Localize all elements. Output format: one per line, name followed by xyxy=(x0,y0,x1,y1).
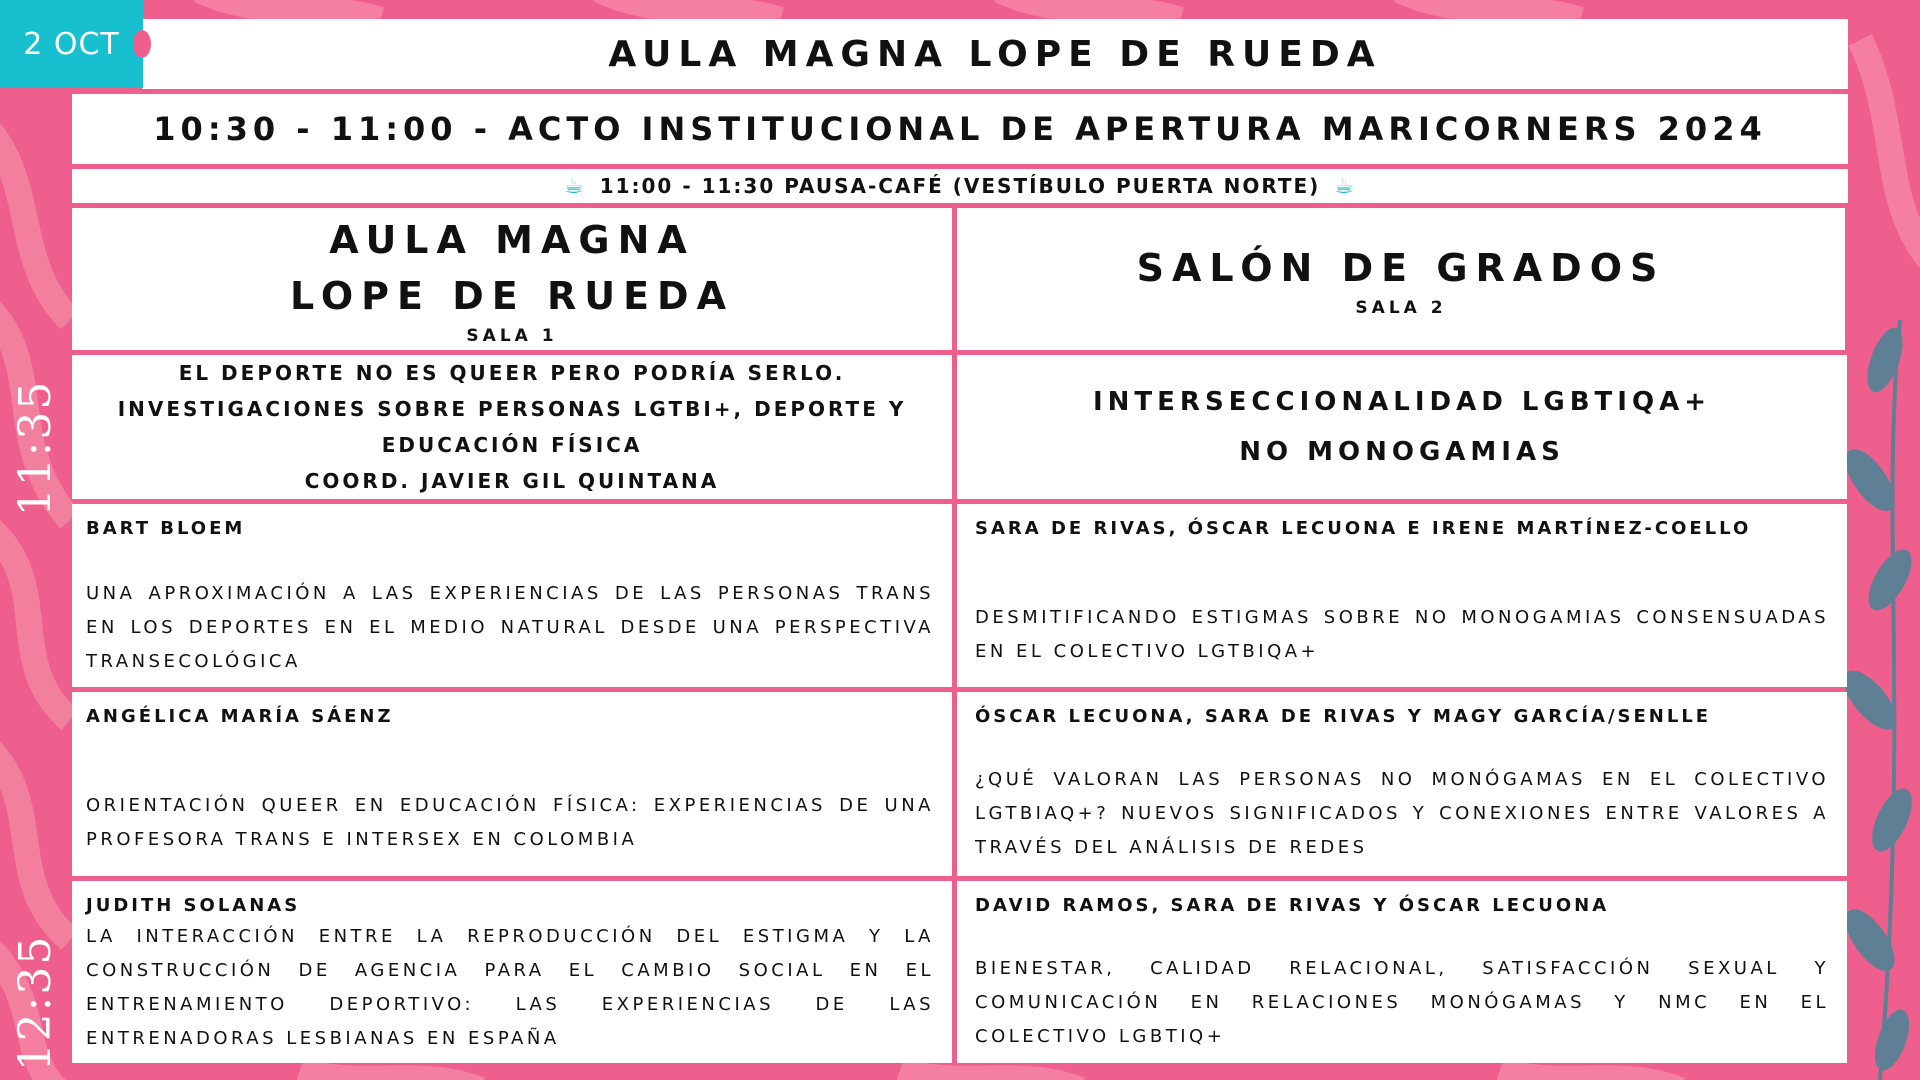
session-line: EL DEPORTE NO ES QUEER PERO PODRÍA SERLO. xyxy=(178,361,846,385)
talk-title: UNA APROXIMACIÓN A LAS EXPERIENCIAS DE LAS PERSONAS TRANS EN LOS DEPORTES EN EL MEDIO NATURAL DESDE UNA PERSPECTIVA TRANSECOLÓGICA xyxy=(86,583,934,672)
opening-act: 10:30 - 11:00 - ACTO INSTITUCIONAL DE APERTURA MARICORNERS 2024 xyxy=(72,94,1848,164)
session-line: INTERSECCIONALIDAD LGBTIQA+ xyxy=(1093,387,1711,417)
talk-author: BART BLOEM xyxy=(86,518,246,539)
ticket-notch xyxy=(133,30,151,58)
talk-author: DAVID RAMOS, SARA DE RIVAS Y ÓSCAR LECUONA xyxy=(975,895,1610,916)
talk-author: ÓSCAR LECUONA, SARA DE RIVAS Y MAGY GARCÍA/SENLLE xyxy=(975,706,1712,727)
room-name-line1: AULA MAGNA xyxy=(329,218,695,262)
time-start: 11:35 xyxy=(9,379,61,517)
room-header-2 xyxy=(957,208,1845,350)
talk-card xyxy=(957,504,1847,687)
talk-card xyxy=(72,881,952,1063)
talk-author: ANGÉLICA MARÍA SÁENZ xyxy=(86,706,394,727)
talk-title: DESMITIFICANDO ESTIGMAS SOBRE NO MONOGAMIAS CONSENSUADAS EN EL COLECTIVO LGTBIQA+ xyxy=(975,607,1829,662)
coffee-cup-icon: ☕ xyxy=(1334,173,1357,199)
room-sub: SALA 2 xyxy=(1355,298,1447,318)
coffee-cup-icon: ☕ xyxy=(563,173,586,199)
talk-title: ¿QUÉ VALORAN LAS PERSONAS NO MONÓGAMAS EN EL COLECTIVO LGTBIAQ+? NUEVOS SIGNIFICADOS Y CONEXIONES ENTRE VALORES A TRAVÉS DEL ANÁLISIS DE REDES xyxy=(975,769,1829,858)
talk-title: LA INTERACCIÓN ENTRE LA REPRODUCCIÓN DEL ESTIGMA Y LA CONSTRUCCIÓN DE AGENCIA PARA EL CAMBIO SOCIAL EN EL ENTRENAMIENTO DEPORTIVO: LAS EXPERIENCIAS DE LAS ENTRENADORAS LESBIANAS EN ESPAÑA xyxy=(86,926,934,1049)
talk-author: SARA DE RIVAS, ÓSCAR LECUONA E IRENE MARTÍNEZ-COELLO xyxy=(975,518,1752,539)
time-end: 12:35 xyxy=(9,934,61,1072)
room-sub: SALA 1 xyxy=(466,326,558,346)
room-header-1 xyxy=(72,208,952,350)
date-label: 2 OCT xyxy=(23,26,120,62)
session-line: INVESTIGACIONES SOBRE PERSONAS LGTBI+, DEPORTE Y xyxy=(117,397,907,421)
coffee-break xyxy=(72,169,1848,203)
date-tag xyxy=(0,0,143,88)
session-title-1 xyxy=(72,355,952,499)
coffee-break-text: 11:00 - 11:30 PAUSA-CAFÉ (VESTÍBULO PUERTA NORTE) xyxy=(599,174,1321,198)
page-title: AULA MAGNA LOPE DE RUEDA xyxy=(142,19,1848,89)
talk-card xyxy=(957,881,1847,1063)
session-title-2 xyxy=(957,355,1847,499)
session-line: EDUCACIÓN FÍSICA xyxy=(381,433,643,457)
talk-title: ORIENTACIÓN QUEER EN EDUCACIÓN FÍSICA: EXPERIENCIAS DE UNA PROFESORA TRANS E INTERSEX EN COLOMBIA xyxy=(86,795,934,850)
session-coordinator: COORD. JAVIER GIL QUINTANA xyxy=(304,469,720,493)
talk-card xyxy=(72,504,952,687)
talk-card xyxy=(72,692,952,876)
talk-title: BIENESTAR, CALIDAD RELACIONAL, SATISFACCIÓN SEXUAL Y COMUNICACIÓN EN RELACIONES MONÓGAMAS Y NMC EN EL COLECTIVO LGBTIQ+ xyxy=(975,958,1829,1047)
room-name-line1: SALÓN DE GRADOS xyxy=(1136,246,1666,290)
talk-card xyxy=(957,692,1847,876)
room-name-line2: LOPE DE RUEDA xyxy=(290,274,734,318)
session-line: NO MONOGAMIAS xyxy=(1239,437,1565,467)
talk-author: JUDITH SOLANAS xyxy=(86,895,301,916)
